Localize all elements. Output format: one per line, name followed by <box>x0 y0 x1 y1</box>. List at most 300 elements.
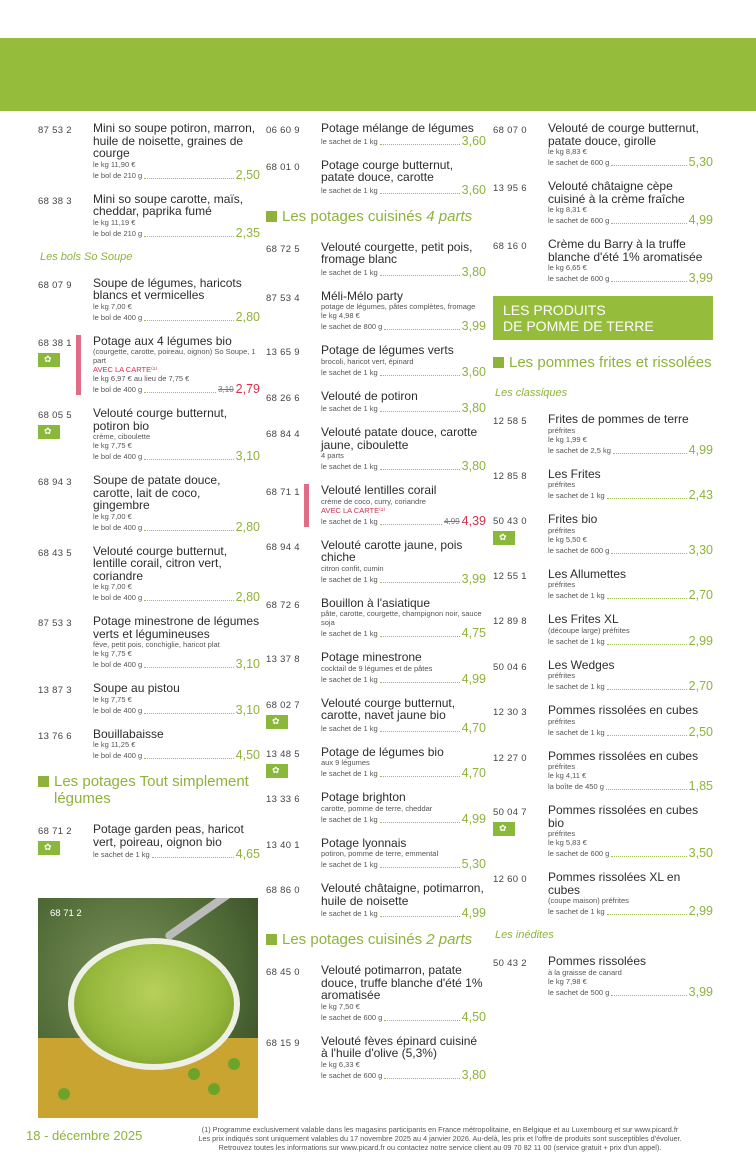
dot-leader <box>607 914 687 915</box>
product-name: Soupe au pistou <box>93 681 180 695</box>
dot-leader <box>380 144 460 145</box>
product-desc: (courgette, carotte, poireau, oignon) So Soupe, 1 part <box>93 347 256 365</box>
box-line-1: LES PRODUITS <box>503 302 606 318</box>
product-code: 68 84 4 <box>266 429 300 440</box>
product-desc: préfrites <box>548 829 576 838</box>
product-item <box>38 682 260 716</box>
dot-leader <box>380 582 460 583</box>
unit-price: le kg 7,00 € <box>93 511 132 521</box>
product-price: 3,60 <box>461 364 486 379</box>
dot-leader <box>380 867 460 868</box>
dot-leader <box>380 524 442 525</box>
package-label: le sachet de 1 kg <box>321 267 378 277</box>
product-item <box>38 193 260 239</box>
product-desc: fève, petit pois, conchiglie, haricot plat <box>93 640 220 649</box>
product-price: 4,99 <box>461 906 486 920</box>
package-label: le bol de 400 g <box>93 312 143 322</box>
product-code: 87 53 4 <box>266 292 300 304</box>
product-price: 2,99 <box>688 904 713 918</box>
section-heading-4-parts <box>266 208 486 225</box>
section-box-pomme-de-terre <box>493 296 713 340</box>
package-label: le sachet de 800 g <box>321 322 383 331</box>
promo-bar <box>304 484 309 527</box>
product-price: 3,30 <box>688 542 713 557</box>
product-price: 3,99 <box>461 571 486 586</box>
promo-bar <box>76 335 81 396</box>
product-name: Potage de légumes bio <box>321 744 444 759</box>
dot-leader <box>144 236 233 237</box>
package-label: le sachet de 1 kg <box>548 491 605 500</box>
package-label: le sachet de 1 kg <box>321 674 378 684</box>
product-name: Pommes rissolées en cubes <box>548 748 699 763</box>
product-name: Soupe de légumes, haricots blancs et vermicelles <box>93 275 242 302</box>
product-code: 50 04 7 <box>493 807 527 818</box>
product-item <box>38 277 260 323</box>
heading-text: Les pommes frites et rissolées <box>509 354 712 371</box>
product-price: 4,65 <box>235 847 260 861</box>
square-bullet-icon <box>493 357 504 368</box>
product-price: 4,75 <box>461 626 486 640</box>
package-label: le sachet de 1 kg <box>548 591 605 600</box>
product-code: 68 43 5 <box>38 547 72 559</box>
product-name: Velouté courge butternut, lentille corail, citron vert, coriandre <box>93 543 228 583</box>
product-name: Velouté de potiron <box>321 388 418 403</box>
product-name: Velouté courgette, petit pois, fromage blanc <box>321 239 473 266</box>
package-label: le sachet de 1 kg <box>321 769 378 778</box>
package-label: le sachet de 1 kg <box>321 136 378 146</box>
product-item <box>266 122 486 147</box>
unit-price: le kg 6,97 € au lieu de 7,75 € <box>93 374 190 383</box>
product-code: 68 07 9 <box>38 279 72 291</box>
product-code: 12 55 1 <box>493 570 527 582</box>
dot-leader <box>611 856 686 857</box>
price-row <box>321 1011 486 1023</box>
package-label: le sachet de 1 kg <box>321 462 378 471</box>
dot-leader <box>144 459 233 460</box>
product-code: 13 65 9 <box>266 347 300 358</box>
product-item <box>493 513 713 556</box>
price-row <box>321 573 486 585</box>
unit-price: le kg 11,19 € <box>93 217 136 227</box>
product-name: Potage de légumes verts <box>321 343 454 357</box>
product-item <box>493 704 713 738</box>
product-name: Pommes rissolées <box>548 954 647 968</box>
product-item <box>493 659 713 693</box>
product-code: 13 87 3 <box>38 685 72 696</box>
package-label: le bol de 210 g <box>93 170 143 180</box>
price-row <box>321 813 486 825</box>
product-code: 68 72 5 <box>266 243 300 255</box>
product-desc: citron confit, cumin <box>321 563 384 573</box>
product-name: Velouté fèves épinard cuisiné à l'huile d'olive (5,3%) <box>321 1033 478 1060</box>
product-price: 4,50 <box>235 748 260 762</box>
product-price: 3,60 <box>461 133 486 148</box>
product-desc: crème, ciboulette <box>93 432 151 441</box>
column-2 <box>266 122 486 1093</box>
dot-leader <box>380 776 460 777</box>
product-name: Mini so soupe potiron, marron, huile de noisette, graines de courge <box>93 121 256 160</box>
unit-price: le kg 4,11 € <box>548 771 587 780</box>
old-price: 4,99 <box>444 516 460 526</box>
product-code: 68 38 3 <box>38 195 72 207</box>
dot-leader <box>144 600 233 601</box>
heading-italic: 4 parts <box>426 207 473 225</box>
footer-line-3: Retrouvez toutes les informations sur www.picard.fr ou contactez notre service client au 09 70 82 11 00 (service gratuit + prix d'un appel). <box>218 1143 662 1152</box>
price-row <box>321 402 486 414</box>
product-price: 4,99 <box>461 671 486 686</box>
promo-label: AVEC LA CARTE⁽¹⁾ <box>93 365 158 374</box>
product-name: Potage garden peas, haricot vert, poireau, oignon bio <box>93 822 244 849</box>
price-row <box>93 749 260 761</box>
price-row <box>93 704 260 716</box>
product-item <box>266 697 486 734</box>
unit-price: le kg 5,50 € <box>548 534 587 544</box>
product-item <box>493 804 713 859</box>
product-code: 12 60 0 <box>493 874 527 885</box>
product-desc: préfrites <box>548 580 576 589</box>
product-code: 87 53 2 <box>38 125 72 136</box>
package-label: le sachet de 1 kg <box>321 574 378 584</box>
unit-price: le kg 7,50 € <box>321 1001 360 1011</box>
dot-leader <box>380 469 460 470</box>
package-label: le bol de 400 g <box>93 452 143 461</box>
box-line-2: DE POMME DE TERRE <box>503 318 654 334</box>
product-item <box>266 1035 486 1081</box>
product-item <box>38 728 260 762</box>
product-desc: préfrites <box>548 480 576 489</box>
product-name: Velouté courge butternut, carotte, navet jaune bio <box>321 695 456 722</box>
price-row <box>548 272 713 284</box>
header-banner <box>0 38 756 111</box>
dot-leader <box>613 453 687 454</box>
product-code: 12 89 8 <box>493 616 527 627</box>
product-desc: 4 parts <box>321 451 344 460</box>
product-item <box>38 474 260 533</box>
product-name: Velouté carotte jaune, pois chiche <box>321 537 463 564</box>
package-label: le sachet de 600 g <box>548 545 610 555</box>
product-name: Les Allumettes <box>548 566 627 581</box>
product-code: 13 40 1 <box>266 839 300 851</box>
product-price: 2,80 <box>235 519 260 534</box>
price-row <box>548 156 713 168</box>
package-label: le sachet de 1 kg <box>321 723 378 733</box>
unit-price: le kg 7,75 € <box>93 649 132 658</box>
package-label: le sachet de 2,5 kg <box>548 445 611 455</box>
product-code: 50 04 6 <box>493 661 527 673</box>
product-price: 3,60 <box>461 182 486 197</box>
product-name: Velouté châtaigne, potimarron, huile de noisette <box>321 881 484 908</box>
price-row <box>321 907 486 919</box>
product-price: 2,99 <box>688 633 713 648</box>
product-code: 68 38 1 <box>38 337 72 349</box>
pea <box>188 1068 200 1080</box>
dot-leader <box>144 530 233 531</box>
package-label: le bol de 400 g <box>93 705 143 715</box>
section-heading-potages-legumes <box>38 773 260 807</box>
price-row <box>93 591 260 603</box>
product-item <box>493 871 713 917</box>
pea <box>228 1058 240 1070</box>
product-name: Les Wedges <box>548 657 615 672</box>
heading-text: Les potages cuisinés <box>282 207 423 225</box>
package-label: le sachet de 1 kg <box>321 814 378 824</box>
product-name: Bouillabaisse <box>93 726 164 741</box>
product-code: 12 85 8 <box>493 470 527 482</box>
price-row <box>93 311 260 323</box>
price-row <box>93 227 260 239</box>
price-row <box>321 627 486 639</box>
product-item <box>266 241 486 278</box>
product-desc: à la graisse de canard <box>548 967 622 977</box>
product-desc: potiron, pomme de terre, emmental <box>321 849 439 858</box>
price-row <box>548 905 713 917</box>
product-name: Potage aux 4 légumes bio <box>93 333 232 348</box>
unit-price: le kg 4,98 € <box>321 311 360 320</box>
product-desc: (coupe maison) préfrites <box>548 896 629 905</box>
heading-text: Les potages cuisinés <box>282 931 423 948</box>
footer-line-1: (1) Programme exclusivement valable dans les magasins participants en France métropolitaine, en Belgique et au Luxembourg et sur www.picard.fr <box>201 1125 679 1134</box>
product-item <box>266 651 486 685</box>
product-item <box>493 238 713 284</box>
price-row <box>548 544 713 556</box>
product-name: Bouillon à l'asiatique <box>321 595 431 610</box>
product-item <box>266 426 486 472</box>
product-desc: préfrites <box>548 762 576 771</box>
product-name: Potage minestrone de légumes verts et légumineuses <box>93 614 260 641</box>
dot-leader <box>380 375 460 376</box>
price-row <box>548 986 713 998</box>
promo-price: 2,79 <box>235 382 260 396</box>
product-name: Potage brighton <box>321 790 406 804</box>
package-label: le sachet de 1 kg <box>548 727 605 737</box>
product-item <box>266 597 486 640</box>
subhead-classiques: Les classiques <box>495 387 568 399</box>
product-code: 13 76 6 <box>38 730 72 742</box>
price-row <box>321 515 486 527</box>
unit-price: le kg 11,25 € <box>93 740 136 749</box>
unit-price: le kg 7,75 € <box>93 441 132 450</box>
unit-price: le kg 6,65 € <box>548 263 587 272</box>
package-label: le bol de 210 g <box>93 228 143 238</box>
package-label: le bol de 400 g <box>93 751 143 760</box>
dot-leader <box>607 735 687 736</box>
price-row <box>93 169 260 181</box>
dot-leader <box>380 411 460 412</box>
product-item <box>266 344 486 378</box>
unit-price: le kg 7,00 € <box>93 582 132 591</box>
product-code: 68 26 6 <box>266 392 300 404</box>
product-name: Frites de pommes de terre <box>548 412 689 426</box>
product-price: 2,35 <box>235 225 260 240</box>
product-item <box>493 122 713 168</box>
bio-leaf-icon <box>38 353 60 367</box>
product-code: 68 02 7 <box>266 699 300 711</box>
package-label: le sachet de 1 kg <box>321 629 378 638</box>
package-label: le sachet de 1 kg <box>321 516 378 526</box>
product-price: 2,70 <box>688 679 713 693</box>
product-name: Velouté châtaigne cèpe cuisiné à la crème fraîche <box>548 179 685 206</box>
product-item <box>266 837 486 871</box>
product-price: 3,80 <box>461 1067 486 1082</box>
product-code: 06 60 9 <box>266 125 300 136</box>
product-code: 68 15 9 <box>266 1037 300 1049</box>
price-row <box>93 848 260 860</box>
dot-leader <box>152 857 234 858</box>
photo-product-code: 68 71 2 <box>50 908 82 919</box>
product-item <box>493 955 713 998</box>
dot-leader <box>144 178 233 179</box>
dot-leader <box>607 498 687 499</box>
product-price: 4,99 <box>688 442 713 457</box>
product-code: 13 95 6 <box>493 183 527 194</box>
product-item <box>266 159 486 196</box>
product-price: 4,70 <box>461 766 486 780</box>
product-code: 68 05 5 <box>38 410 72 421</box>
product-desc: brocoli, haricot vert, épinard <box>321 356 414 366</box>
price-row <box>548 489 713 501</box>
product-name: Les Frites XL <box>548 612 619 626</box>
dot-leader <box>607 644 687 645</box>
square-bullet-icon <box>266 211 277 222</box>
product-name: Crème du Barry à la truffe blanche d'été 1% aromatisée <box>548 237 703 264</box>
package-label: le sachet de 1 kg <box>321 404 378 413</box>
dot-leader <box>144 667 233 668</box>
product-item <box>266 882 486 919</box>
package-label: le sachet de 600 g <box>548 274 610 283</box>
price-row <box>321 320 486 332</box>
product-price: 3,80 <box>461 264 486 279</box>
package-label: le sachet de 1 kg <box>321 185 378 195</box>
package-label: le sachet de 600 g <box>548 216 610 225</box>
unit-price: le kg 6,33 € <box>321 1059 360 1069</box>
product-item <box>266 964 486 1023</box>
product-price: 3,10 <box>235 449 260 463</box>
product-item-promo <box>38 335 260 396</box>
product-name: Soupe de patate douce, carotte, lait de coco, gingembre <box>93 473 221 512</box>
price-row <box>548 444 713 456</box>
product-item <box>38 545 260 604</box>
dot-leader <box>611 165 686 166</box>
page-number: 18 - décembre 2025 <box>26 1128 143 1143</box>
product-desc: préfrites <box>548 671 576 680</box>
footer-line-2: Les prix indiqués sont uniquement valables du 17 novembre 2025 au 4 janvier 2026. Au-delà, les prix et l'offre de produits sont susceptibles d'évoluer. <box>198 1134 682 1143</box>
price-row <box>93 658 260 670</box>
product-item <box>38 615 260 670</box>
unit-price: le kg 1,99 € <box>548 434 587 444</box>
product-code: 68 71 2 <box>38 826 72 837</box>
product-code: 68 07 0 <box>493 125 527 136</box>
product-item <box>38 823 260 860</box>
pea <box>208 1083 220 1095</box>
column-1 <box>38 122 260 872</box>
package-label: le sachet de 1 kg <box>548 682 605 691</box>
unit-price: le kg 8,83 € <box>548 147 587 156</box>
package-label: le bol de 400 g <box>93 593 143 602</box>
dot-leader <box>606 789 687 790</box>
product-code: 68 86 0 <box>266 885 300 896</box>
package-label: le sachet de 1 kg <box>321 909 378 918</box>
package-label: le bol de 400 g <box>93 660 143 669</box>
price-row <box>321 673 486 685</box>
section-heading-frites <box>493 354 713 371</box>
dot-leader <box>144 392 216 393</box>
old-price: 3,10 <box>218 385 234 394</box>
product-item <box>38 122 260 181</box>
product-name: Potage lyonnais <box>321 835 407 850</box>
product-name: Méli-Mélo party <box>321 288 404 303</box>
product-name: Velouté lentilles corail <box>321 483 437 497</box>
product-name: Velouté patate douce, carotte jaune, ciboulette <box>321 425 478 452</box>
product-price: 4,70 <box>461 720 486 735</box>
product-price: 5,30 <box>461 857 486 871</box>
square-bullet-icon <box>38 776 49 787</box>
price-row <box>321 858 486 870</box>
price-row <box>548 780 713 792</box>
product-price: 3,10 <box>235 702 260 717</box>
package-label: le sachet de 1 kg <box>93 850 150 859</box>
product-item <box>493 180 713 226</box>
unit-price: le kg 11,90 € <box>93 159 136 169</box>
product-item <box>266 791 486 825</box>
package-label: le sachet de 600 g <box>548 849 610 858</box>
product-item <box>38 407 260 462</box>
package-label: le sachet de 600 g <box>321 1012 383 1022</box>
product-code: 68 45 0 <box>266 967 300 978</box>
product-code: 13 37 8 <box>266 654 300 665</box>
heading-text: Les potages Tout simplement légumes <box>54 773 249 807</box>
product-item <box>266 539 486 585</box>
product-price: 4,50 <box>461 1009 486 1024</box>
subhead-inedites: Les inédites <box>495 929 554 941</box>
product-name: Velouté courge butternut, potiron bio <box>93 406 228 433</box>
dot-leader <box>144 320 233 321</box>
unit-price: le kg 7,98 € <box>548 976 587 986</box>
product-price: 4,99 <box>461 811 486 826</box>
product-code: 68 94 4 <box>266 541 300 553</box>
dot-leader <box>611 223 686 224</box>
dot-leader <box>144 713 233 714</box>
unit-price: le kg 5,83 € <box>548 838 587 847</box>
product-desc: préfrites <box>548 425 576 435</box>
product-code: 68 71 1 <box>266 487 300 498</box>
package-label: le bol de 400 g <box>93 385 143 394</box>
product-code: 13 33 6 <box>266 794 300 805</box>
price-row <box>321 722 486 734</box>
product-item <box>266 390 486 415</box>
price-row <box>93 521 260 533</box>
product-price: 5,30 <box>688 155 713 169</box>
price-row <box>321 135 486 147</box>
product-desc: (découpe large) préfrites <box>548 625 630 635</box>
bio-leaf-icon <box>38 841 60 855</box>
product-code: 68 01 0 <box>266 161 300 173</box>
dot-leader <box>611 995 686 996</box>
price-row <box>548 680 713 692</box>
section-heading-2-parts <box>266 931 486 948</box>
package-label: le bol de 400 g <box>93 522 143 532</box>
product-code: 12 30 3 <box>493 707 527 718</box>
dot-leader <box>380 682 460 683</box>
dot-leader <box>144 758 233 759</box>
product-item <box>493 468 713 502</box>
dot-leader <box>384 1020 459 1021</box>
price-row <box>548 847 713 859</box>
dot-leader <box>607 598 687 599</box>
product-price: 3,50 <box>688 846 713 860</box>
package-label: le sachet de 1 kg <box>321 860 378 869</box>
bio-leaf-icon <box>266 764 288 778</box>
product-code: 68 94 3 <box>38 477 72 488</box>
